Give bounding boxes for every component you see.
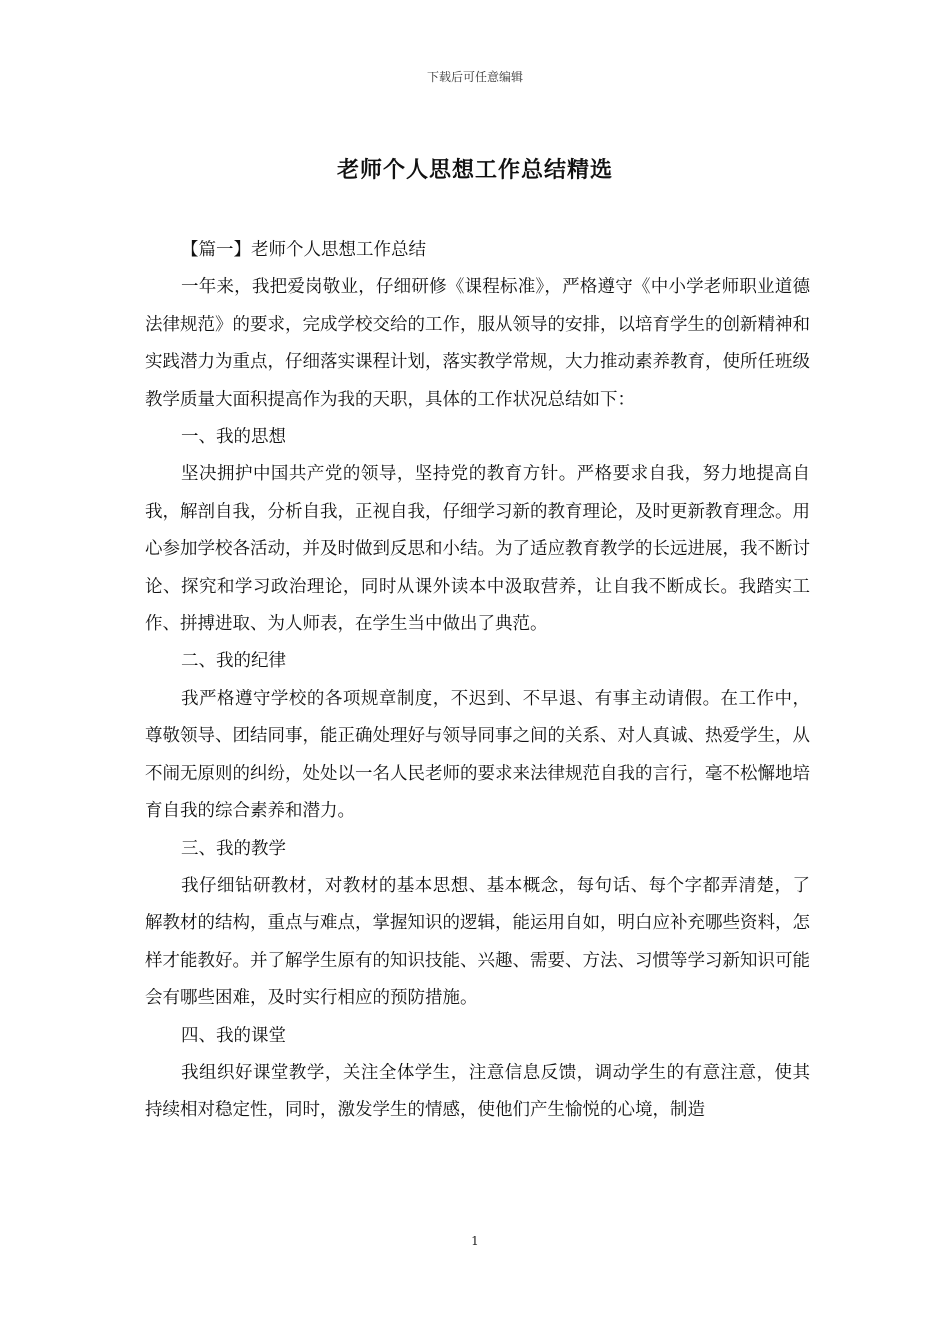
paragraph-discipline: 我严格遵守学校的各项规章制度，不迟到、不早退、有事主动请假。在工作中，尊敬领导、团结同事，能正确处理好与领导同事之间的关系、对人真诚、热爱学生，从不闹无原则的纠纷，处处以一名人民老师的要求来法律规范自我的言行，毫不松懈地培育自我的综合素养和潜力。 — [145, 688, 810, 822]
intro-paragraph: 一年来，我把爱岗敬业，仔细研修《课程标准》，严格遵守《中小学老师职业道德法律规范》的要求，完成学校交给的工作，服从领导的安排，以培育学生的创新精神和实践潜力为重点，仔细落实课程计划，落实教学常规，大力推动素养教育，使所任班级教学质量大面积提高作为我的天职，具体的工作状况总结如下： — [145, 277, 810, 410]
heading-classroom: 四、我的课堂 — [181, 1025, 286, 1046]
page-number: 1 — [471, 1234, 479, 1248]
section-title-part-one: 【篇一】老师个人思想工作总结 — [181, 240, 426, 260]
paragraph-teaching: 我仔细钻研教材，对教材的基本思想、基本概念，每句话、每个字都弄清楚，了解教材的结构，重点与难点，掌握知识的逻辑，能运用自如，明白应补充哪些资料，怎样才能教好。并了解学生原有的知识技能、兴趣、需要、方法、习惯等学习新知识可能会有哪些困难，及时实行相应的预防措施。 — [145, 875, 810, 1009]
document-title: 老师个人思想工作总结精选 — [336, 157, 613, 183]
heading-discipline: 二、我的纪律 — [181, 651, 286, 672]
paragraph-thought: 坚决拥护中国共产党的领导，坚持党的教育方针。严格要求自我，努力地提高自我，解剖自我，分析自我，正视自我，仔细学习新的教育理论，及时更新教育理念。用心参加学校各活动，并及时做到反思和小结。为了适应教育教学的长远进展，我不断讨论、探究和学习政治理论，同时从课外读本中汲取营养，让自我不断成长。我踏实工作、拼搏进取、为人师表，在学生当中做出了典范。 — [145, 464, 810, 635]
page-header-note: 下载后可任意编辑 — [426, 70, 523, 84]
heading-teaching: 三、我的教学 — [181, 838, 286, 859]
document-body — [145, 232, 810, 1130]
heading-thought: 一、我的思想 — [181, 427, 286, 448]
paragraph-classroom: 我组织好课堂教学，关注全体学生，注意信息反馈，调动学生的有意注意，使其持续相对稳定性，同时，激发学生的情感，使他们产生愉悦的心境，制造 — [145, 1062, 810, 1121]
